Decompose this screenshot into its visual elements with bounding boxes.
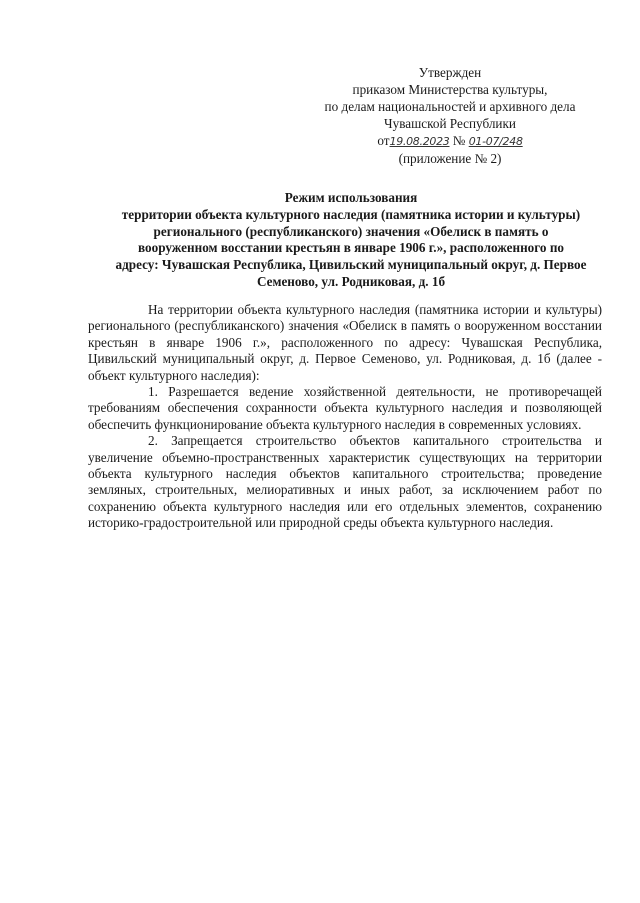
approval-line-department: по делам национальностей и архивного дела xyxy=(324,99,576,114)
title-line-5: адресу: Чувашская Республика, Цивильский муниципальный округ, д. Первое xyxy=(115,257,587,273)
approval-line-approved: Утвержден xyxy=(418,65,482,80)
rule-item-2: 2. Запрещается строительство объектов капитального строительства и увеличение объемно-пространственных характеристик существующих на территории объекта культурного наследия объектов капитального строительства; проведение земляных, строительных, мелиоративных и иных работ, за исключением работ по сохранению объекта культурного наследия или его отдельных элементов, сохранению историко-градостроительной или природной среды объекта культурного наследия. xyxy=(88,433,602,531)
approval-line-order: приказом Министерства культуры, xyxy=(352,82,548,97)
title-line-3: регионального (республиканского) значения «Обелиск в память о xyxy=(153,223,549,239)
intro-paragraph: На территории объекта культурного наследия (памятника истории и культуры) регионального (республиканского) значения «Обелиск в память о вооруженном восстании крестьян в январе 1906 г.», расположенного по адресу: Чувашская Республика, Цивильский муниципальный округ, д. Первое Семеново, ул. Родниковая, д. 1б (далее - объект культурного наследия): xyxy=(88,302,602,383)
date-prefix: от xyxy=(377,133,390,148)
handwritten-date: 19.08.2023 xyxy=(389,135,450,148)
approval-date-number xyxy=(300,132,600,150)
number-prefix: № xyxy=(452,133,466,148)
handwritten-number: 01-07/248 xyxy=(468,135,523,148)
title-line-6: Семеново, ул. Родниковая, д. 1б xyxy=(256,273,446,289)
title-line-1: Режим использования xyxy=(284,190,418,205)
title-line-4: вооруженном восстании крестьян в январе 1906 г.», расположенного по xyxy=(137,240,565,256)
document-title xyxy=(80,190,622,291)
appendix-label: (приложение № 2) xyxy=(398,151,502,166)
rule-item-1: 1. Разрешается ведение хозяйственной деятельности, не противоречащей требованиям обеспечения сохранности объекта культурного наследия и позволяющей обеспечить функционирование объекта культурного наследия в современных условиях. xyxy=(88,384,602,432)
title-line-2: территории объекта культурного наследия (памятника истории и культуры) xyxy=(121,206,581,222)
approval-line-republic: Чувашской Республики xyxy=(384,116,516,131)
approval-stamp xyxy=(300,64,600,167)
document-body xyxy=(88,302,602,532)
